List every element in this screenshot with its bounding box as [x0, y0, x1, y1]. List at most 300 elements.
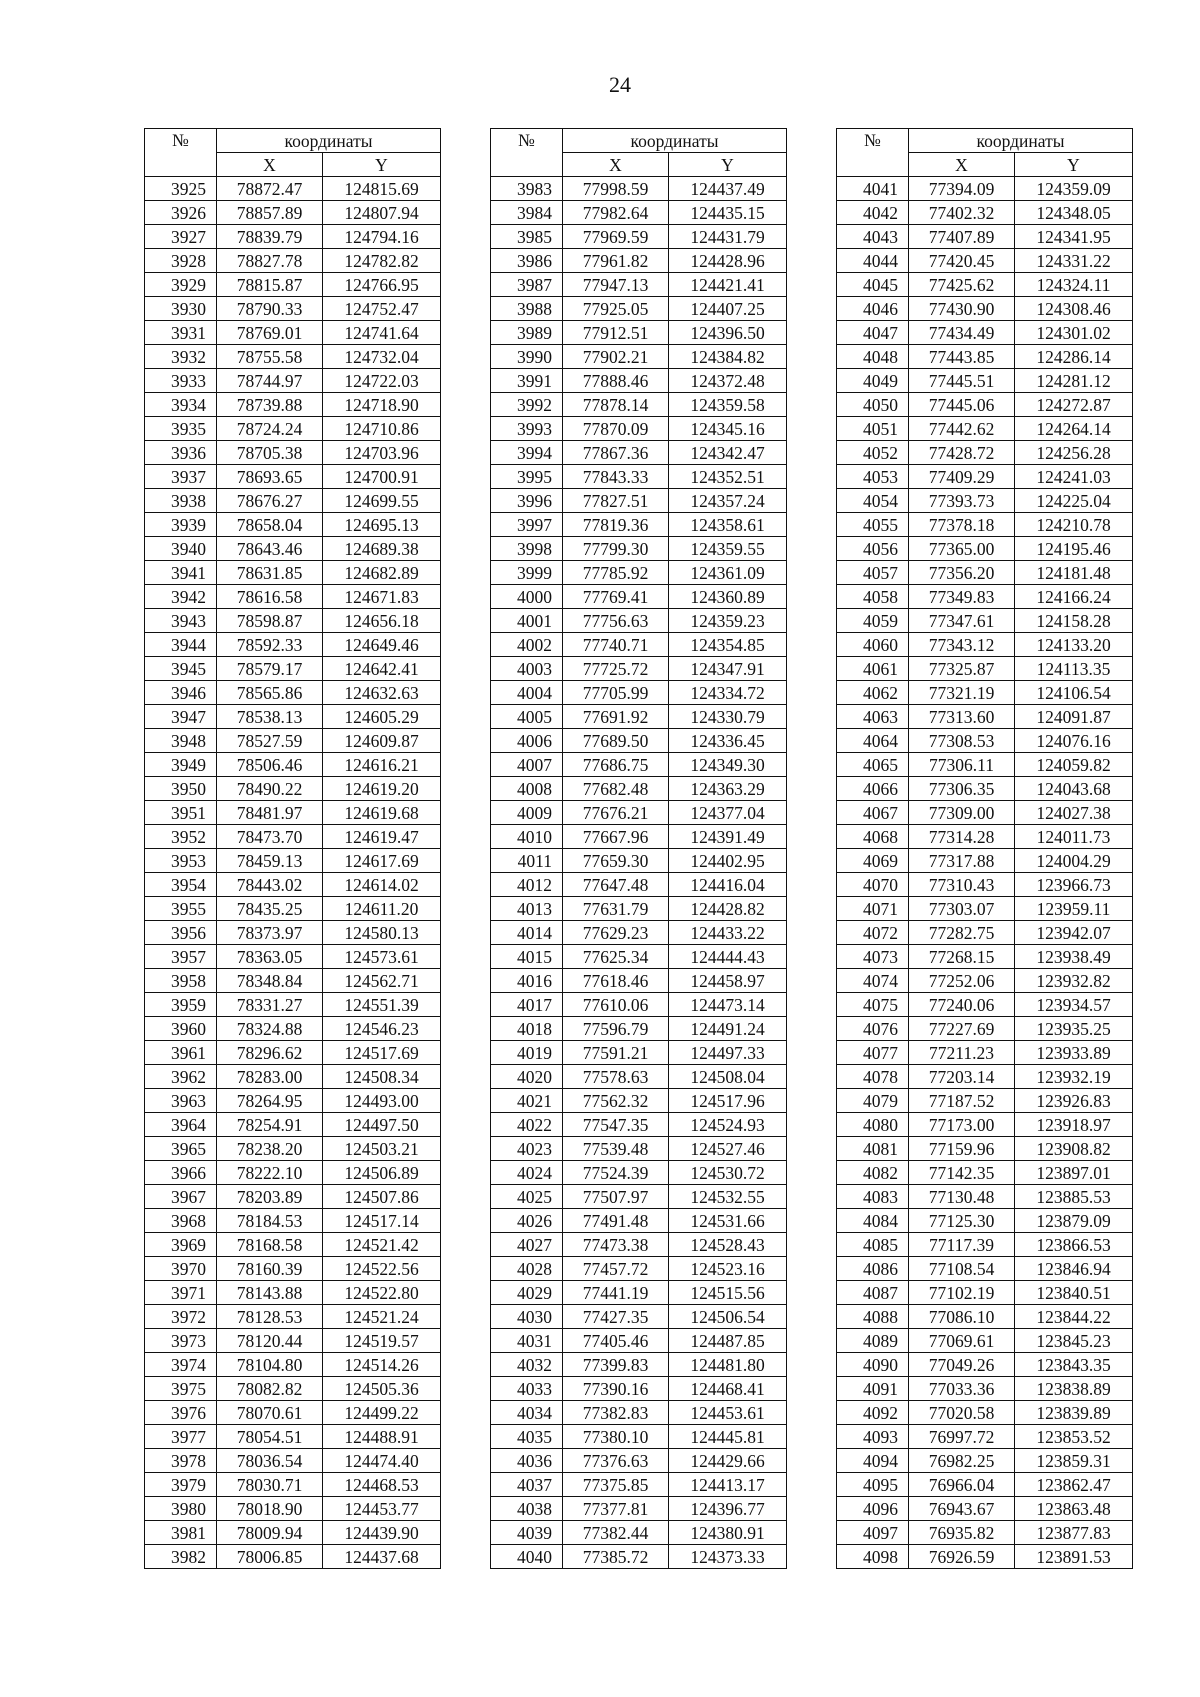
table-row [837, 921, 1133, 945]
table-row [491, 1185, 787, 1209]
table-row [491, 1305, 787, 1329]
y-coordinate-cell: 124348.05 [1015, 201, 1133, 225]
y-coordinate-cell: 124402.95 [669, 849, 787, 873]
x-coordinate-cell: 77618.46 [563, 969, 669, 993]
table-row [145, 393, 441, 417]
table-row [491, 705, 787, 729]
x-coordinate-cell: 77365.00 [909, 537, 1015, 561]
point-number-cell: 3988 [491, 297, 563, 321]
y-coordinate-cell: 124619.47 [323, 825, 441, 849]
x-coordinate-cell: 77629.23 [563, 921, 669, 945]
point-number-cell: 3962 [145, 1065, 217, 1089]
y-coordinate-cell: 124345.16 [669, 417, 787, 441]
x-coordinate-cell: 77227.69 [909, 1017, 1015, 1041]
x-coordinate-cell: 77314.28 [909, 825, 1015, 849]
point-number-cell: 4069 [837, 849, 909, 873]
x-coordinate-cell: 77020.58 [909, 1401, 1015, 1425]
point-number-cell: 4051 [837, 417, 909, 441]
table-row [145, 465, 441, 489]
table-row [837, 801, 1133, 825]
x-coordinate-cell: 78120.44 [217, 1329, 323, 1353]
x-coordinate-cell: 78815.87 [217, 273, 323, 297]
table-row [491, 777, 787, 801]
y-coordinate-cell: 124807.94 [323, 201, 441, 225]
point-number-cell: 4061 [837, 657, 909, 681]
y-coordinate-cell: 124671.83 [323, 585, 441, 609]
point-number-cell: 4046 [837, 297, 909, 321]
point-number-cell: 4034 [491, 1401, 563, 1425]
y-coordinate-cell: 123933.89 [1015, 1041, 1133, 1065]
point-number-cell: 3955 [145, 897, 217, 921]
x-coordinate-cell: 78030.71 [217, 1473, 323, 1497]
y-coordinate-cell: 124491.24 [669, 1017, 787, 1041]
table-row [145, 993, 441, 1017]
table-row [491, 825, 787, 849]
point-number-cell: 4058 [837, 585, 909, 609]
y-coordinate-cell: 124815.69 [323, 177, 441, 201]
x-coordinate-cell: 78296.62 [217, 1041, 323, 1065]
point-number-cell: 4015 [491, 945, 563, 969]
table-row [491, 201, 787, 225]
y-coordinate-cell: 124133.20 [1015, 633, 1133, 657]
x-coordinate-cell: 78054.51 [217, 1425, 323, 1449]
point-number-cell: 3959 [145, 993, 217, 1017]
table-row [837, 1401, 1133, 1425]
x-coordinate-cell: 78348.84 [217, 969, 323, 993]
table-row [145, 1161, 441, 1185]
y-coordinate-cell: 124453.61 [669, 1401, 787, 1425]
y-coordinate-cell: 124546.23 [323, 1017, 441, 1041]
table-row [145, 1233, 441, 1257]
table-row [837, 417, 1133, 441]
y-coordinate-cell: 123846.94 [1015, 1257, 1133, 1281]
table-row [491, 465, 787, 489]
point-number-cell: 3984 [491, 201, 563, 225]
table-row [837, 1353, 1133, 1377]
y-coordinate-cell: 123934.57 [1015, 993, 1133, 1017]
y-coordinate-cell: 124505.36 [323, 1377, 441, 1401]
point-number-cell: 4006 [491, 729, 563, 753]
point-number-cell: 3990 [491, 345, 563, 369]
x-coordinate-cell: 77428.72 [909, 441, 1015, 465]
point-number-cell: 3940 [145, 537, 217, 561]
x-coordinate-cell: 77562.32 [563, 1089, 669, 1113]
y-coordinate-cell: 124166.24 [1015, 585, 1133, 609]
point-number-cell: 4029 [491, 1281, 563, 1305]
y-coordinate-cell: 124515.56 [669, 1281, 787, 1305]
x-coordinate-cell: 77343.12 [909, 633, 1015, 657]
point-number-cell: 4049 [837, 369, 909, 393]
point-number-cell: 3953 [145, 849, 217, 873]
point-number-cell: 3997 [491, 513, 563, 537]
x-coordinate-cell: 77268.15 [909, 945, 1015, 969]
point-number-cell: 3958 [145, 969, 217, 993]
point-number-cell: 4026 [491, 1209, 563, 1233]
point-number-cell: 4024 [491, 1161, 563, 1185]
y-coordinate-cell: 123859.31 [1015, 1449, 1133, 1473]
x-coordinate-cell: 77117.39 [909, 1233, 1015, 1257]
x-coordinate-cell: 78143.88 [217, 1281, 323, 1305]
y-coordinate-cell: 124272.87 [1015, 393, 1133, 417]
point-number-cell: 4062 [837, 681, 909, 705]
y-header: Y [323, 153, 441, 177]
point-number-cell: 3937 [145, 465, 217, 489]
table-row [145, 705, 441, 729]
y-coordinate-cell: 124225.04 [1015, 489, 1133, 513]
table-row [491, 417, 787, 441]
table-row [491, 729, 787, 753]
point-number-cell: 3942 [145, 585, 217, 609]
point-number-cell: 4012 [491, 873, 563, 897]
x-coordinate-cell: 77211.23 [909, 1041, 1015, 1065]
point-number-cell: 3961 [145, 1041, 217, 1065]
point-number-cell: 4066 [837, 777, 909, 801]
y-coordinate-cell: 124523.16 [669, 1257, 787, 1281]
point-number-cell: 4074 [837, 969, 909, 993]
y-coordinate-cell: 124308.46 [1015, 297, 1133, 321]
table-row [837, 1329, 1133, 1353]
y-coordinate-cell: 124011.73 [1015, 825, 1133, 849]
point-number-cell: 3954 [145, 873, 217, 897]
x-coordinate-cell: 77347.61 [909, 609, 1015, 633]
point-number-cell: 3963 [145, 1089, 217, 1113]
table-row [145, 489, 441, 513]
table-row [837, 609, 1133, 633]
x-coordinate-cell: 77390.16 [563, 1377, 669, 1401]
point-number-cell: 4021 [491, 1089, 563, 1113]
table-row [491, 1089, 787, 1113]
y-coordinate-cell: 123897.01 [1015, 1161, 1133, 1185]
y-coordinate-cell: 124396.50 [669, 321, 787, 345]
y-coordinate-cell: 124342.47 [669, 441, 787, 465]
x-coordinate-cell: 77399.83 [563, 1353, 669, 1377]
table-row [145, 513, 441, 537]
table-row [837, 753, 1133, 777]
point-number-cell: 4010 [491, 825, 563, 849]
point-number-cell: 3973 [145, 1329, 217, 1353]
table-row [491, 249, 787, 273]
table-body [491, 177, 787, 1569]
table-row [145, 369, 441, 393]
x-coordinate-cell: 78872.47 [217, 177, 323, 201]
x-coordinate-cell: 77108.54 [909, 1257, 1015, 1281]
table-row [145, 585, 441, 609]
y-coordinate-cell: 124391.49 [669, 825, 787, 849]
x-coordinate-cell: 77240.06 [909, 993, 1015, 1017]
y-coordinate-cell: 124428.82 [669, 897, 787, 921]
y-coordinate-cell: 124210.78 [1015, 513, 1133, 537]
table-row [837, 1017, 1133, 1041]
point-number-cell: 3970 [145, 1257, 217, 1281]
x-coordinate-cell: 77402.32 [909, 201, 1015, 225]
table-row [145, 1305, 441, 1329]
table-row [491, 1161, 787, 1185]
point-number-cell: 4005 [491, 705, 563, 729]
point-number-cell: 4018 [491, 1017, 563, 1041]
x-coordinate-cell: 78128.53 [217, 1305, 323, 1329]
table-row [145, 1353, 441, 1377]
table-row [145, 609, 441, 633]
table-row [837, 825, 1133, 849]
table-row [491, 657, 787, 681]
point-number-cell: 3935 [145, 417, 217, 441]
table-row [145, 1185, 441, 1209]
y-coordinate-cell: 124522.56 [323, 1257, 441, 1281]
x-header: X [909, 153, 1015, 177]
point-number-cell: 4002 [491, 633, 563, 657]
x-coordinate-cell: 77393.73 [909, 489, 1015, 513]
table-row [145, 1257, 441, 1281]
y-coordinate-cell: 124354.85 [669, 633, 787, 657]
x-coordinate-cell: 77420.45 [909, 249, 1015, 273]
table-row [145, 1497, 441, 1521]
point-number-cell: 4001 [491, 609, 563, 633]
table-row [145, 417, 441, 441]
table-row [145, 657, 441, 681]
y-header: Y [1015, 153, 1133, 177]
y-coordinate-cell: 124158.28 [1015, 609, 1133, 633]
table-row [145, 969, 441, 993]
x-coordinate-cell: 78490.22 [217, 777, 323, 801]
y-coordinate-cell: 124091.87 [1015, 705, 1133, 729]
table-row [145, 1545, 441, 1569]
x-coordinate-cell: 77380.10 [563, 1425, 669, 1449]
x-coordinate-cell: 77843.33 [563, 465, 669, 489]
x-coordinate-cell: 77902.21 [563, 345, 669, 369]
table-row [837, 1281, 1133, 1305]
x-coordinate-cell: 78018.90 [217, 1497, 323, 1521]
table-row [145, 225, 441, 249]
table-row [491, 561, 787, 585]
x-coordinate-cell: 78592.33 [217, 633, 323, 657]
point-number-cell: 4076 [837, 1017, 909, 1041]
point-number-cell: 4037 [491, 1473, 563, 1497]
x-coordinate-cell: 77867.36 [563, 441, 669, 465]
x-coordinate-cell: 76926.59 [909, 1545, 1015, 1569]
table-row [491, 801, 787, 825]
y-coordinate-cell: 124468.53 [323, 1473, 441, 1497]
x-coordinate-cell: 78009.94 [217, 1521, 323, 1545]
point-number-cell: 4009 [491, 801, 563, 825]
number-header: № [491, 129, 563, 177]
x-coordinate-cell: 77473.38 [563, 1233, 669, 1257]
y-coordinate-cell: 124429.66 [669, 1449, 787, 1473]
table-row [837, 369, 1133, 393]
table-row [491, 297, 787, 321]
table-row [145, 177, 441, 201]
table-row [145, 441, 441, 465]
table-row [145, 633, 441, 657]
y-coordinate-cell: 124416.04 [669, 873, 787, 897]
y-coordinate-cell: 124718.90 [323, 393, 441, 417]
y-coordinate-cell: 124453.77 [323, 1497, 441, 1521]
x-coordinate-cell: 78082.82 [217, 1377, 323, 1401]
table-row [145, 897, 441, 921]
point-number-cell: 3971 [145, 1281, 217, 1305]
point-number-cell: 4050 [837, 393, 909, 417]
y-coordinate-cell: 123932.19 [1015, 1065, 1133, 1089]
y-coordinate-cell: 124359.23 [669, 609, 787, 633]
x-coordinate-cell: 78658.04 [217, 513, 323, 537]
x-coordinate-cell: 78755.58 [217, 345, 323, 369]
table-row [491, 1377, 787, 1401]
y-coordinate-cell: 123966.73 [1015, 873, 1133, 897]
y-coordinate-cell: 123877.83 [1015, 1521, 1133, 1545]
x-coordinate-cell: 76997.72 [909, 1425, 1015, 1449]
x-coordinate-cell: 78579.17 [217, 657, 323, 681]
y-coordinate-cell: 123935.25 [1015, 1017, 1133, 1041]
y-coordinate-cell: 124347.91 [669, 657, 787, 681]
table-row [491, 513, 787, 537]
x-coordinate-cell: 77689.50 [563, 729, 669, 753]
y-coordinate-cell: 124195.46 [1015, 537, 1133, 561]
point-number-cell: 3964 [145, 1113, 217, 1137]
x-coordinate-cell: 78473.70 [217, 825, 323, 849]
point-number-cell: 3926 [145, 201, 217, 225]
y-coordinate-cell: 124331.22 [1015, 249, 1133, 273]
table-row [491, 1257, 787, 1281]
point-number-cell: 4016 [491, 969, 563, 993]
y-coordinate-cell: 124384.82 [669, 345, 787, 369]
y-coordinate-cell: 124499.22 [323, 1401, 441, 1425]
point-number-cell: 4078 [837, 1065, 909, 1089]
x-coordinate-cell: 77405.46 [563, 1329, 669, 1353]
table-row [837, 1257, 1133, 1281]
point-number-cell: 4007 [491, 753, 563, 777]
coordinates-header: координаты [909, 129, 1133, 153]
table-row [491, 1353, 787, 1377]
x-coordinate-cell: 77427.35 [563, 1305, 669, 1329]
x-coordinate-cell: 78643.46 [217, 537, 323, 561]
table-row [491, 1113, 787, 1137]
y-coordinate-cell: 124059.82 [1015, 753, 1133, 777]
point-number-cell: 3976 [145, 1401, 217, 1425]
x-coordinate-cell: 77998.59 [563, 177, 669, 201]
point-number-cell: 3965 [145, 1137, 217, 1161]
table-row [837, 561, 1133, 585]
x-coordinate-cell: 78238.20 [217, 1137, 323, 1161]
y-coordinate-cell: 124330.79 [669, 705, 787, 729]
x-coordinate-cell: 78744.97 [217, 369, 323, 393]
x-coordinate-cell: 77376.63 [563, 1449, 669, 1473]
table-row [145, 777, 441, 801]
y-coordinate-cell: 124468.41 [669, 1377, 787, 1401]
y-coordinate-cell: 123845.23 [1015, 1329, 1133, 1353]
y-coordinate-cell: 124528.43 [669, 1233, 787, 1257]
y-coordinate-cell: 123942.07 [1015, 921, 1133, 945]
point-number-cell: 3925 [145, 177, 217, 201]
y-coordinate-cell: 124488.91 [323, 1425, 441, 1449]
y-coordinate-cell: 124372.48 [669, 369, 787, 393]
table-row [491, 345, 787, 369]
table-row [837, 1305, 1133, 1329]
point-number-cell: 3982 [145, 1545, 217, 1569]
y-coordinate-cell: 124656.18 [323, 609, 441, 633]
x-coordinate-cell: 77378.18 [909, 513, 1015, 537]
x-coordinate-cell: 77524.39 [563, 1161, 669, 1185]
point-number-cell: 3946 [145, 681, 217, 705]
point-number-cell: 4095 [837, 1473, 909, 1497]
x-coordinate-cell: 77159.96 [909, 1137, 1015, 1161]
point-number-cell: 4036 [491, 1449, 563, 1473]
table-row [145, 1041, 441, 1065]
table-row [491, 609, 787, 633]
table-row [837, 1161, 1133, 1185]
point-number-cell: 3985 [491, 225, 563, 249]
y-coordinate-cell: 124181.48 [1015, 561, 1133, 585]
x-coordinate-cell: 78160.39 [217, 1257, 323, 1281]
x-coordinate-cell: 77705.99 [563, 681, 669, 705]
x-coordinate-cell: 78565.86 [217, 681, 323, 705]
y-coordinate-cell: 123926.83 [1015, 1089, 1133, 1113]
table-row [491, 225, 787, 249]
point-number-cell: 4004 [491, 681, 563, 705]
table-row [491, 969, 787, 993]
table-row [491, 1329, 787, 1353]
table-row [491, 1401, 787, 1425]
x-coordinate-cell: 78435.25 [217, 897, 323, 921]
y-coordinate-cell: 124437.68 [323, 1545, 441, 1569]
table-row [837, 201, 1133, 225]
point-number-cell: 3930 [145, 297, 217, 321]
point-number-cell: 3932 [145, 345, 217, 369]
table-row [837, 1185, 1133, 1209]
y-coordinate-cell: 124361.09 [669, 561, 787, 585]
x-coordinate-cell: 77827.51 [563, 489, 669, 513]
y-coordinate-cell: 124752.47 [323, 297, 441, 321]
x-coordinate-cell: 77491.48 [563, 1209, 669, 1233]
coordinates-table-2 [490, 128, 787, 1569]
table-row [837, 249, 1133, 273]
table-row [837, 1041, 1133, 1065]
x-coordinate-cell: 77445.06 [909, 393, 1015, 417]
x-coordinate-cell: 77969.59 [563, 225, 669, 249]
x-coordinate-cell: 78459.13 [217, 849, 323, 873]
x-coordinate-cell: 77912.51 [563, 321, 669, 345]
point-number-cell: 4056 [837, 537, 909, 561]
point-number-cell: 3939 [145, 513, 217, 537]
x-coordinate-cell: 77142.35 [909, 1161, 1015, 1185]
table-row [491, 633, 787, 657]
x-coordinate-cell: 77676.21 [563, 801, 669, 825]
table-row [491, 1041, 787, 1065]
table-row [145, 1065, 441, 1089]
table-row [837, 897, 1133, 921]
y-coordinate-cell: 124336.45 [669, 729, 787, 753]
point-number-cell: 4028 [491, 1257, 563, 1281]
y-coordinate-cell: 124359.09 [1015, 177, 1133, 201]
y-coordinate-cell: 124682.89 [323, 561, 441, 585]
y-coordinate-cell: 124519.57 [323, 1329, 441, 1353]
table-row [491, 945, 787, 969]
point-number-cell: 4096 [837, 1497, 909, 1521]
table-row [837, 393, 1133, 417]
table-row [145, 249, 441, 273]
point-number-cell: 4092 [837, 1401, 909, 1425]
x-coordinate-cell: 78070.61 [217, 1401, 323, 1425]
point-number-cell: 4077 [837, 1041, 909, 1065]
table-row [837, 1425, 1133, 1449]
y-coordinate-cell: 124437.49 [669, 177, 787, 201]
point-number-cell: 4083 [837, 1185, 909, 1209]
table-row [145, 753, 441, 777]
y-coordinate-cell: 124506.89 [323, 1161, 441, 1185]
x-coordinate-cell: 78203.89 [217, 1185, 323, 1209]
point-number-cell: 4033 [491, 1377, 563, 1401]
y-coordinate-cell: 124611.20 [323, 897, 441, 921]
point-number-cell: 3944 [145, 633, 217, 657]
table-row [837, 177, 1133, 201]
